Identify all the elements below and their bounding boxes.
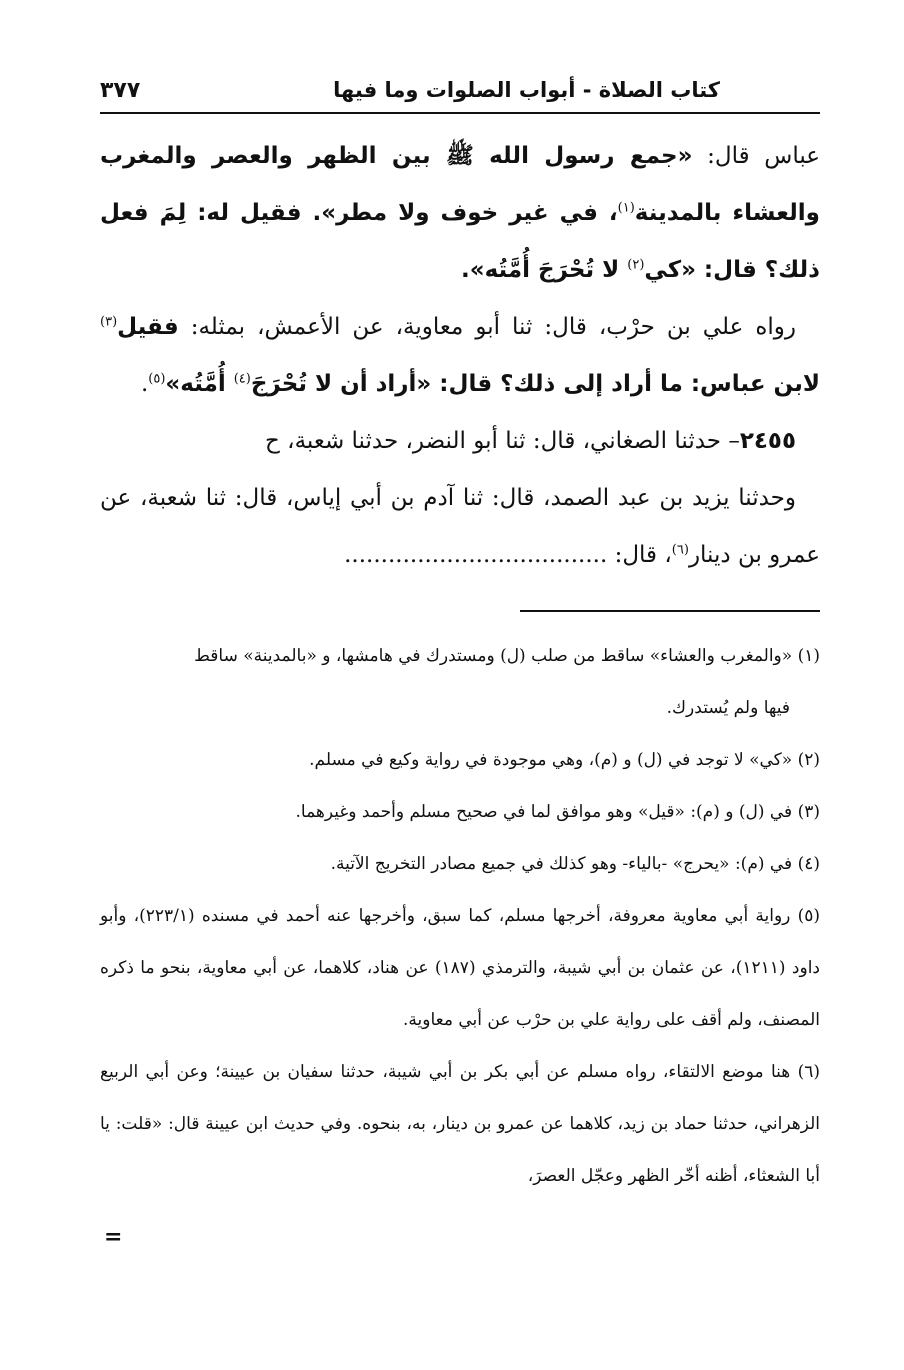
p2-bold-2: لابن عباس: ما أراد إلى ذلك؟ قال: «أراد أن لا تُحْرَجَ [250, 371, 820, 397]
p1-quote-2: ، في غير خوف ولا مطر». فقيل له: لِمَ فعل ذلك؟ قال: «كي [100, 200, 820, 283]
p2-text-2: . [140, 371, 149, 397]
footnote-ref-5: (٥) [148, 371, 166, 387]
p4-text-1: وحدثنا يزيد بن عبد الصمد، قال: ثنا آدم بن أبي إياس، قال: ثنا شعبة، عن عمرو بن دينار [100, 485, 820, 568]
footnote-ref-6: (٦) [671, 542, 689, 558]
paragraph-2 [100, 299, 820, 413]
hadith-number: ٢٤٥٥ [739, 428, 796, 454]
footnote-4: (٤) في (م): «يحرج» -بالياء- وهو كذلك في جميع مصادر التخريج الآتية. [330, 854, 820, 874]
paragraph-1 [100, 128, 820, 299]
running-title: كتاب الصلاة - أبواب الصلوات وما فيها [333, 78, 720, 102]
footnote-ref-3: (٣) [100, 314, 118, 330]
p1-quote-1: «جمع رسول الله ﷺ بين الظهر والعصر والمغرب والعشاء بالمدينة [100, 143, 820, 226]
footnote-3: (٣) في (ل) و (م): «قيل» وهو موافق لما في صحيح مسلم وأحمد وغيرهما. [295, 802, 820, 822]
p3-text: – حدثنا الصغاني، قال: ثنا أبو النضر، حدثنا شعبة، ح [265, 428, 740, 454]
footnote-ref-1: (١) [617, 200, 635, 216]
footnote-5: (٥) رواية أبي معاوية معروفة، أخرجها مسلم، كما سبق، وأخرجها عنه أحمد في مسنده (٢٢٣/١)، وأبو داود (١٢١١)، عن عثمان بن أبي شيبة، والترمذي (١٨٧) عن هناد، كلاهما، عن أبي معاوية، بنحو ما ذكره المصنف، ولم أقف على رواية علي بن حرْب عن أبي معاوية. [100, 906, 820, 1030]
continuation-mark: = [104, 1224, 123, 1250]
footnote-2: (٢) «كي» لا توجد في (ل) و (م)، وهي موجودة في رواية وكيع في مسلم. [309, 750, 820, 770]
page-number: ٣٧٧ [100, 77, 141, 103]
footnote-1: (١) «والمغرب والعشاء» ساقط من صلب (ل) ومستدرك في هامشها، و «بالمدينة» ساقط [194, 646, 820, 666]
p2-bold-3: أُمَّتُه» [165, 371, 234, 397]
p4-text-2: ، قال: [607, 542, 672, 568]
footnotes [100, 630, 820, 1202]
footnote-1-continued: فيها ولم يُستدرك. [666, 698, 790, 718]
p1-quote-3: لا تُحْرَجَ أُمَّتُه». [460, 257, 628, 283]
p2-text-1: رواه علي بن حرْب، قال: ثنا أبو معاوية، عن الأعمش، بمثله: [178, 314, 796, 340]
footnote-ref-2: (٢) [627, 257, 645, 273]
footnote-separator [520, 610, 820, 612]
paragraph-4 [100, 470, 820, 584]
dotted-leader: .................................... [344, 542, 608, 568]
footnote-ref-4: (٤) [233, 371, 251, 387]
footnote-6: (٦) هنا موضع الالتقاء، رواه مسلم عن أبي بكر بن أبي شيبة، حدثنا سفيان بن عيينة؛ وعن أبي الربيع الزهراني، حدثنا حماد بن زيد، كلاهما عن عمرو بن دينار، به، بنحوه. وفي حديث ابن عيينة قال: «قلت: يا أبا الشعثاء، أظنه أخّر الظهر وعجّل العصرَ، [100, 1062, 820, 1186]
p1-text-1: عباس قال: [692, 143, 820, 169]
p2-bold-1: فقيل [117, 314, 179, 340]
main-text [100, 128, 820, 584]
page-header [100, 72, 820, 108]
book-page [100, 62, 820, 1332]
header-rule [100, 112, 820, 114]
paragraph-3 [100, 413, 820, 470]
